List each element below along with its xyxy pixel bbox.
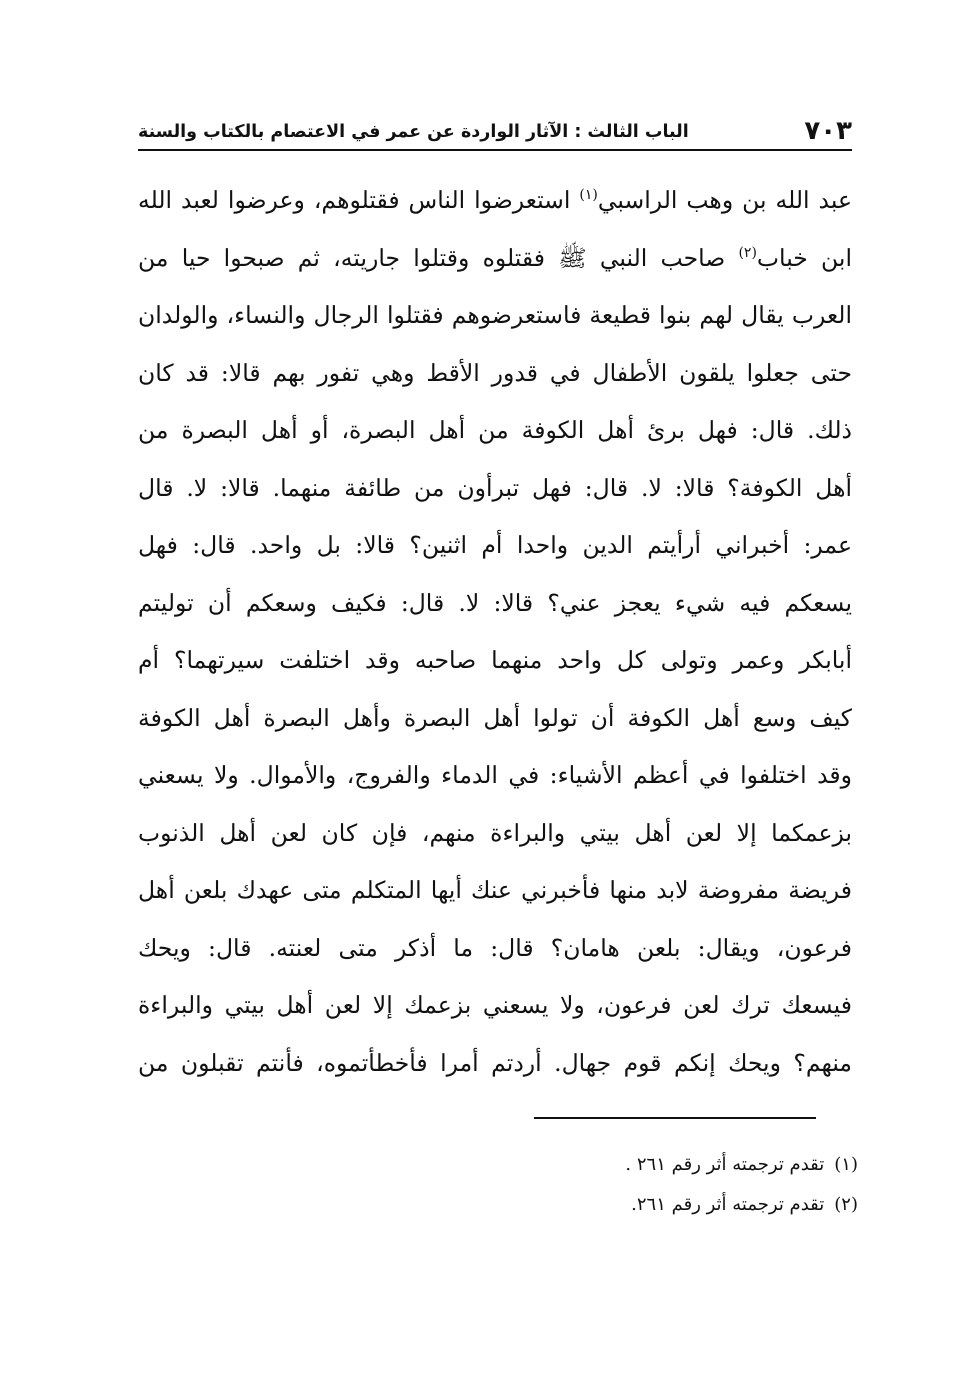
footnote	[458, 1145, 858, 1185]
footnote-marker: (١)	[579, 187, 598, 203]
text-line: ابن خباب$^{(٢)}$ صاحب النبي ﷺ فقتلوه وقتلوا جاريته، ثم صبحوا حيا من	[138, 243, 852, 272]
footnote-rule	[534, 1117, 816, 1119]
footnote-number: (١)	[834, 1154, 858, 1175]
text-line: فرعون، ويقال: بلعن هامان؟ قال: ما أذكر متى لعنته. قال: ويحك	[138, 933, 852, 962]
page-number: ٧٠٣	[804, 116, 852, 146]
text-line: العرب يقال لهم بنوا قطيعة فاستعرضوهم فقتلوا الرجال والنساء، والولدان	[138, 301, 852, 329]
text-line: عبد الله بن وهب الراسبي$^{(١)}$ استعرضوا الناس فقتلوهم، وعرضوا لعبد الله	[138, 186, 852, 214]
footnote-marker: (٢)	[738, 244, 757, 261]
footnote-text: تقدم ترجمته أثر رقم ٢٦١.	[631, 1194, 825, 1215]
text-line: بزعمكما إلا لعن أهل بيتي والبراءة منهم، فإن كان لعن أهل الذنوب	[138, 818, 852, 847]
body-text	[138, 172, 852, 1092]
text-line: فيسعك ترك لعن فرعون، ولا يسعني بزعمك إلا لعن أهل بيتي والبراءة	[138, 991, 852, 1019]
page-header	[138, 114, 852, 154]
text-line: كيف وسع أهل الكوفة أن تولوا أهل البصرة وأهل البصرة أهل الكوفة	[138, 703, 852, 732]
text-line: أبابكر وعمر وتولى كل واحد منهما صاحبه وقد اختلفت سيرتهما؟ أم	[138, 646, 852, 674]
text-line: فريضة مفروضة لابد منها فأخبرني عنك أيها المتكلم متى عهدك بلعن أهل	[138, 876, 852, 904]
footnote-text: تقدم ترجمته أثر رقم ٢٦١ .	[625, 1154, 825, 1175]
header-rule	[138, 149, 852, 151]
text-line: منهم؟ ويحك إنكم قوم جهال. أردتم أمرا فأخطأتموه، فأنتم تقبلون من	[138, 1048, 852, 1077]
text-line: حتى جعلوا يلقون الأطفال في قدور الأقط وهي تفور بهم قالا: قد كان	[138, 358, 852, 387]
text-line: يسعكم فيه شيء يعجز عني؟ قالا: لا. قال: فكيف وسعكم أن توليتم	[138, 588, 852, 617]
footnote	[458, 1185, 858, 1225]
text-line: ذلك. قال: فهل برئ أهل الكوفة من أهل البصرة، أو أهل البصرة من	[138, 416, 852, 444]
footnote-number: (٢)	[834, 1194, 858, 1215]
text-line: عمر: أخبراني أرأيتم الدين واحدا أم اثنين؟ قالا: بل واحد. قال: فهل	[138, 531, 852, 559]
text-line: أهل الكوفة؟ قالا: لا. قال: فهل تبرأون من طائفة منهما. قالا: لا. قال	[138, 473, 852, 502]
footnotes	[458, 1145, 858, 1225]
text-line: وقد اختلفوا في أعظم الأشياء: في الدماء والفروج، والأموال. ولا يسعني	[138, 761, 852, 789]
running-title: الباب الثالث : الآثار الواردة عن عمر في الاعتصام بالكتاب والسنة	[138, 122, 689, 142]
